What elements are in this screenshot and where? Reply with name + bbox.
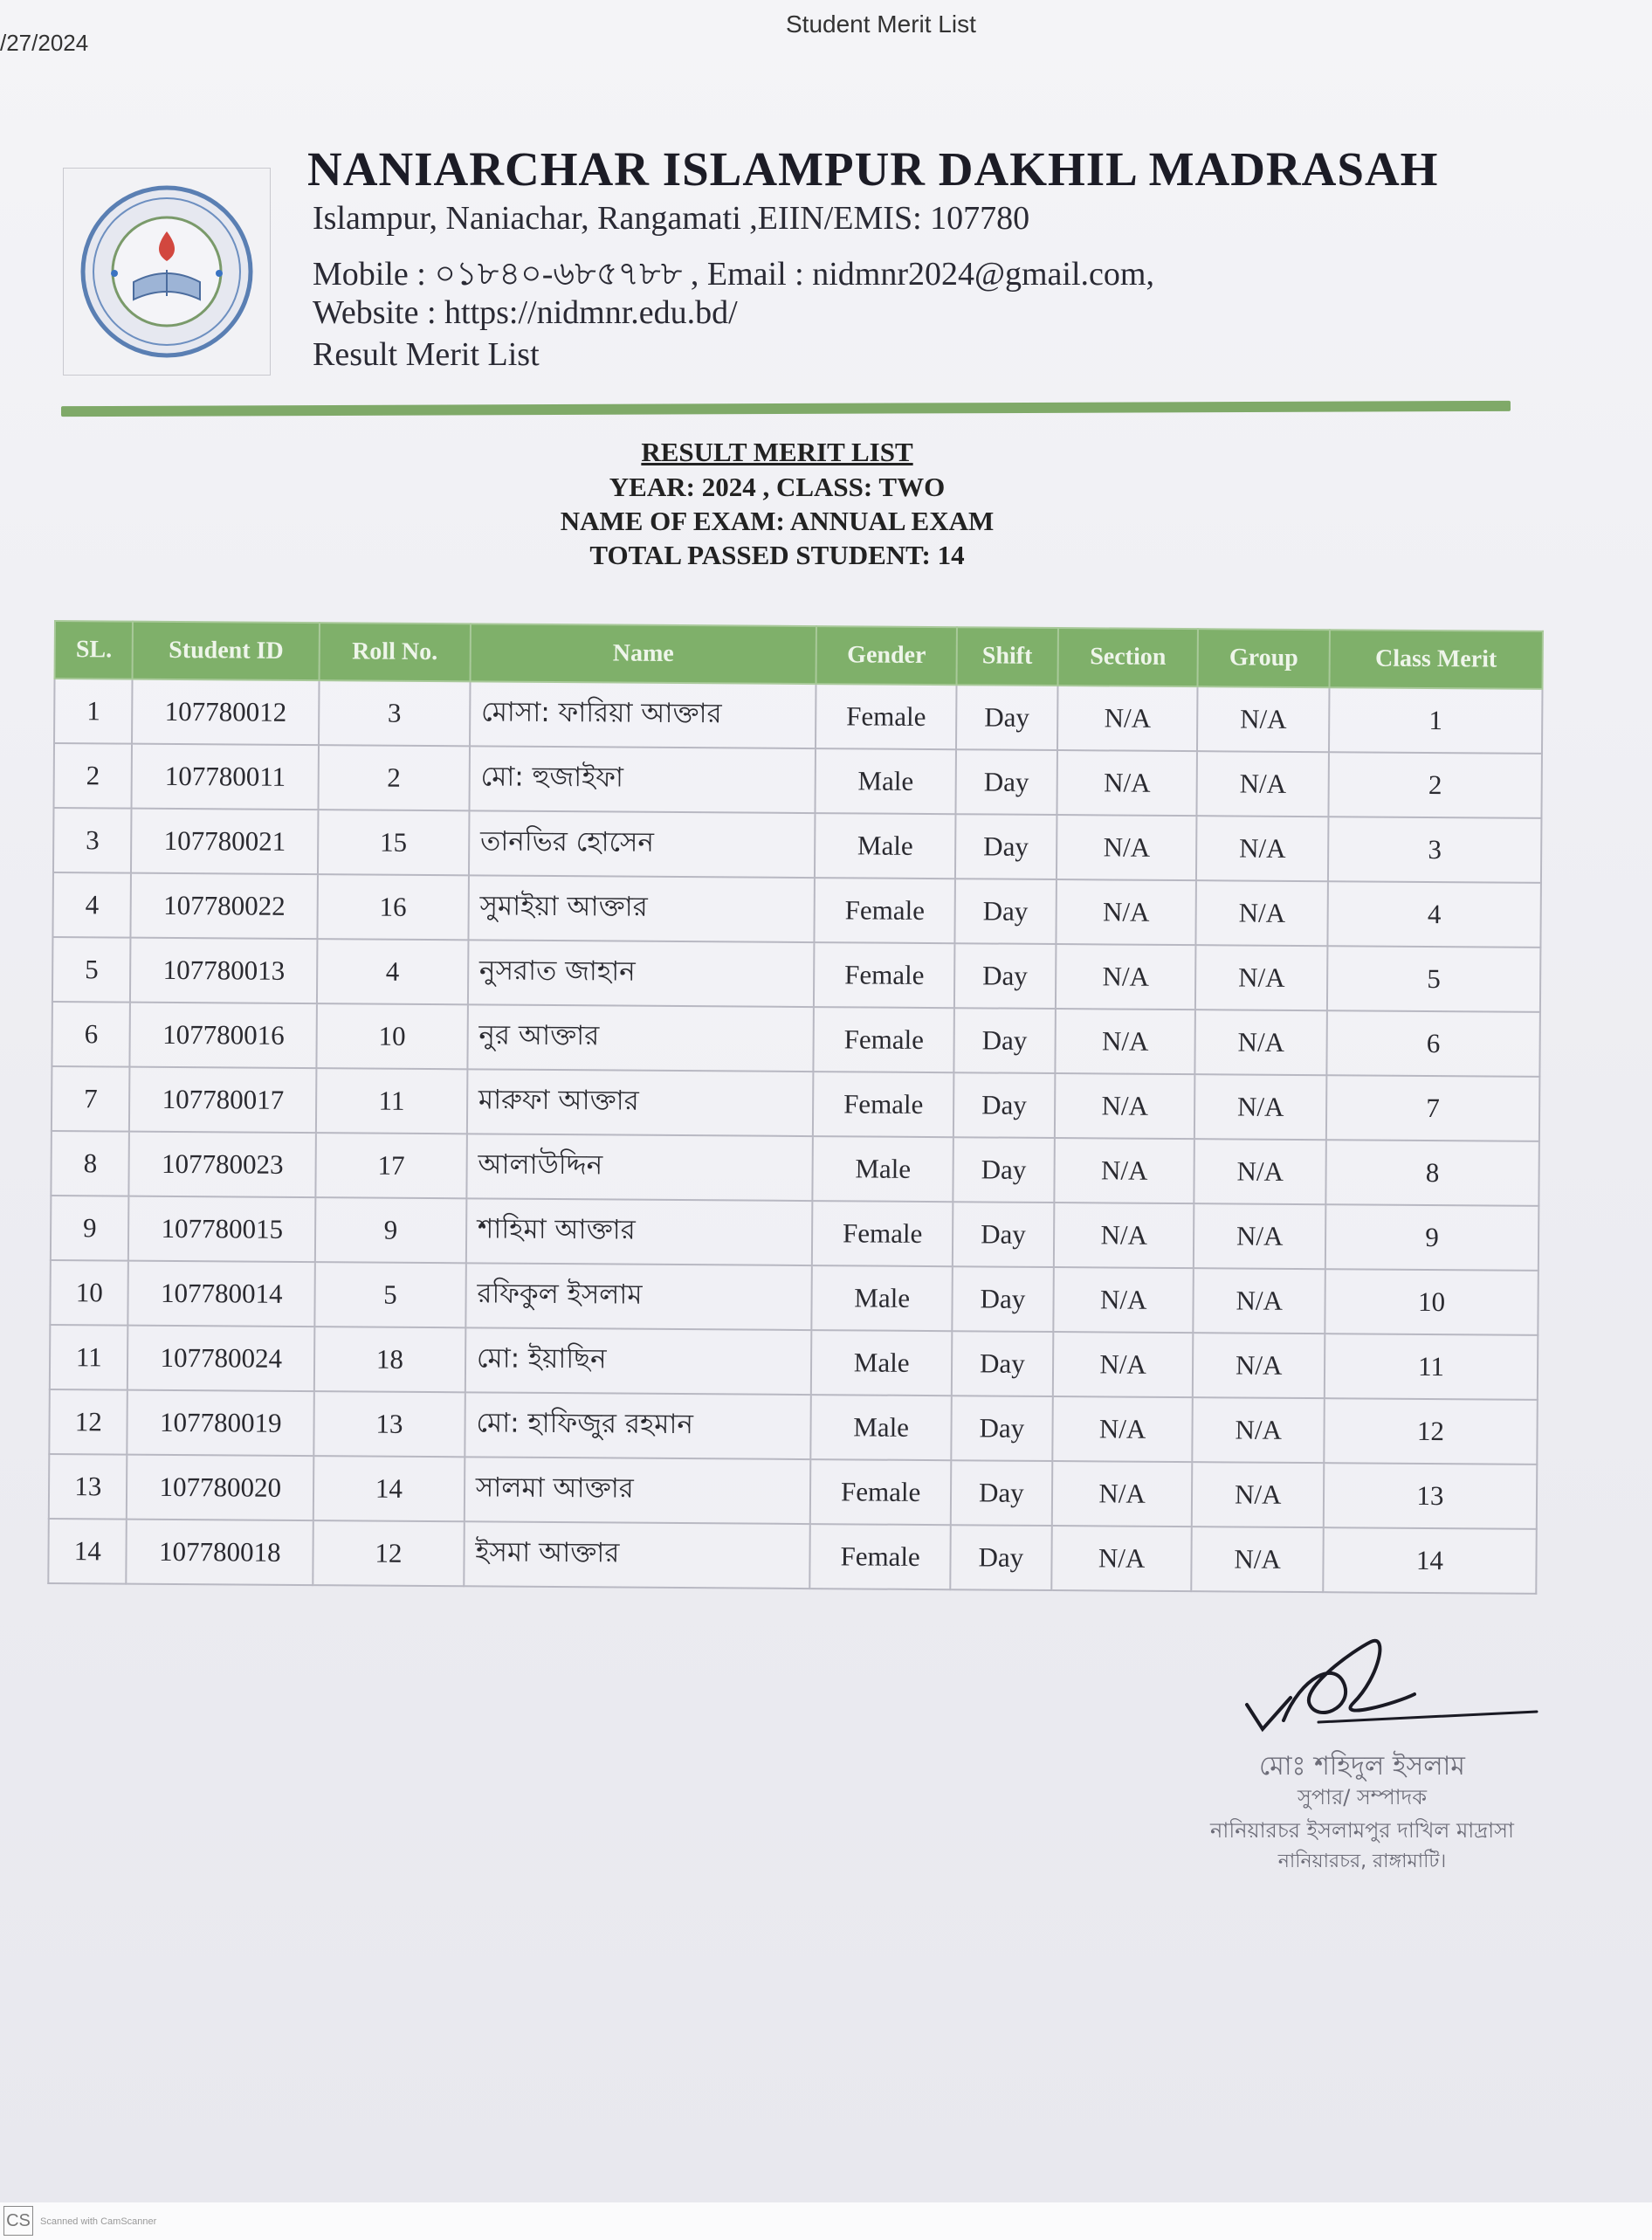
cell-student-id: 107780022	[131, 873, 318, 939]
cell-student-id: 107780019	[127, 1390, 314, 1456]
institution-name: NANIARCHAR ISLAMPUR DAKHIL MADRASAH	[307, 142, 1439, 196]
cell-class-merit: 4	[1327, 881, 1541, 948]
camscanner-text: Scanned with CamScanner	[40, 2216, 157, 2227]
cell-sl: 3	[53, 808, 132, 873]
cell-section: N/A	[1052, 1396, 1193, 1462]
table-row	[49, 1389, 1537, 1465]
cell-name: সুমাইয়া আক্তার	[468, 875, 815, 942]
table-row	[48, 1519, 1536, 1594]
cell-section: N/A	[1054, 1203, 1194, 1268]
cell-sl: 12	[49, 1389, 127, 1455]
cell-gender: Female	[814, 942, 954, 1008]
cell-shift: Day	[956, 685, 1057, 750]
report-exam-name: NAME OF EXAM: ANNUAL EXAM	[560, 506, 995, 536]
cell-class-merit: 1	[1329, 687, 1543, 754]
cell-gender: Female	[810, 1459, 951, 1525]
cell-section: N/A	[1052, 1461, 1193, 1527]
cell-gender: Male	[812, 1265, 953, 1331]
cell-shift: Day	[955, 814, 1057, 879]
scanner-footer	[0, 2202, 1652, 2240]
cell-section: N/A	[1057, 686, 1198, 751]
cell-group: N/A	[1197, 686, 1329, 752]
table-row	[51, 1131, 1538, 1206]
cell-roll: 3	[319, 680, 470, 746]
cell-student-id: 107780012	[132, 679, 319, 745]
cell-roll: 15	[318, 810, 469, 875]
report-total-passed: TOTAL PASSED STUDENT: 14	[589, 540, 965, 570]
cell-group: N/A	[1193, 1333, 1325, 1398]
cell-shift: Day	[952, 1266, 1053, 1332]
cell-student-id: 107780018	[127, 1520, 313, 1585]
cell-roll: 17	[315, 1133, 466, 1198]
cell-name: মোসা: ফারিয়া আক্তার	[470, 681, 816, 748]
cell-shift: Day	[955, 749, 1057, 815]
table-row	[52, 1002, 1539, 1077]
cell-roll: 14	[313, 1456, 465, 1521]
cell-student-id: 107780023	[129, 1132, 316, 1197]
cell-gender: Female	[816, 684, 956, 749]
cell-class-merit: 6	[1326, 1010, 1540, 1077]
cell-gender: Male	[811, 1395, 952, 1460]
cell-sl: 2	[53, 743, 132, 809]
signatory-name: মোঃ শহিদুল ইসলাম	[1259, 1751, 1465, 1782]
cell-sl: 10	[50, 1260, 128, 1326]
cell-section: N/A	[1053, 1267, 1194, 1333]
cell-group: N/A	[1196, 880, 1328, 946]
report-year-class: YEAR: 2024 , CLASS: TWO	[609, 472, 946, 502]
cell-sl: 5	[52, 937, 131, 1003]
institution-subtitle: Result Merit List	[313, 336, 540, 373]
table-row	[52, 937, 1540, 1012]
table-row	[49, 1454, 1537, 1529]
cell-gender: Female	[812, 1201, 953, 1266]
cell-shift: Day	[952, 1331, 1053, 1396]
cell-name: শাহিমা আক্তার	[466, 1198, 813, 1265]
cell-class-merit: 2	[1328, 752, 1542, 818]
cell-sl: 4	[52, 872, 131, 938]
cell-name: মারুফা আক্তার	[467, 1069, 814, 1136]
cell-roll: 4	[317, 939, 468, 1004]
cell-group: N/A	[1192, 1462, 1324, 1527]
cell-gender: Male	[811, 1330, 952, 1396]
cell-name: নুসরাত জাহান	[468, 940, 815, 1007]
cell-gender: Male	[813, 1136, 953, 1202]
cell-group: N/A	[1195, 945, 1327, 1010]
cell-sl: 7	[52, 1066, 130, 1132]
cell-shift: Day	[953, 1072, 1055, 1138]
col-header-section: Section	[1057, 628, 1198, 686]
table-row	[53, 743, 1541, 818]
table-row	[53, 808, 1541, 883]
cell-student-id: 107780014	[128, 1261, 315, 1327]
cell-class-merit: 14	[1323, 1527, 1537, 1594]
col-header-name: Name	[470, 624, 816, 684]
cell-student-id: 107780017	[129, 1067, 316, 1133]
cell-shift: Day	[950, 1525, 1051, 1590]
cell-sl: 9	[51, 1196, 129, 1261]
cell-roll: 9	[315, 1197, 466, 1263]
cell-roll: 10	[316, 1003, 467, 1069]
cell-sl: 14	[48, 1519, 127, 1584]
table-row	[52, 872, 1540, 948]
cell-shift: Day	[951, 1396, 1052, 1461]
cell-student-id: 107780024	[127, 1326, 314, 1391]
cell-gender: Female	[810, 1524, 951, 1589]
col-header-class-merit: Class Merit	[1329, 630, 1543, 689]
print-date: /27/2024	[0, 30, 89, 56]
cell-name: মো: হাফিজুর রহমান	[465, 1392, 811, 1459]
cell-group: N/A	[1195, 1010, 1327, 1075]
print-title: Student Merit List	[786, 10, 976, 38]
cell-shift: Day	[953, 1008, 1055, 1073]
cell-gender: Female	[814, 1007, 954, 1072]
signatory-designation: সুপার/ সম্পাদক	[1297, 1785, 1428, 1809]
cell-section: N/A	[1057, 815, 1197, 880]
cell-roll: 16	[317, 874, 468, 940]
cell-section: N/A	[1056, 944, 1196, 1010]
cell-class-merit: 7	[1326, 1075, 1540, 1141]
cell-group: N/A	[1194, 1139, 1326, 1204]
table-header-row	[55, 621, 1543, 689]
cell-roll: 2	[318, 745, 469, 810]
cell-gender: Male	[815, 813, 955, 879]
cell-student-id: 107780013	[130, 938, 317, 1003]
cell-gender: Female	[815, 878, 955, 943]
cell-class-merit: 10	[1325, 1269, 1538, 1335]
signatory-institution: নানিয়ারচর ইসলামপুর দাখিল মাদ্রাসা	[1210, 1818, 1514, 1843]
cell-sl: 6	[52, 1002, 130, 1067]
cell-roll: 5	[314, 1262, 465, 1327]
cell-roll: 18	[314, 1327, 465, 1392]
cell-class-merit: 11	[1325, 1334, 1538, 1400]
table-row	[54, 679, 1542, 754]
cell-student-id: 107780011	[132, 744, 319, 810]
col-header-sl: SL.	[55, 621, 134, 679]
header-divider	[61, 401, 1511, 417]
table-row	[51, 1196, 1538, 1271]
table-row	[50, 1325, 1538, 1400]
cell-sl: 13	[49, 1454, 127, 1520]
cell-group: N/A	[1197, 751, 1329, 817]
col-header-student-id: Student ID	[133, 622, 320, 680]
cell-shift: Day	[953, 1202, 1054, 1267]
cell-name: নুর আক্তার	[467, 1004, 814, 1072]
cell-roll: 12	[313, 1520, 464, 1586]
institution-website: Website : https://nidmnr.edu.bd/	[313, 294, 738, 331]
signature-mark-icon	[1240, 1624, 1554, 1747]
cell-section: N/A	[1054, 1138, 1194, 1203]
cell-student-id: 107780020	[127, 1455, 313, 1520]
cell-gender: Female	[813, 1072, 953, 1137]
cell-shift: Day	[954, 879, 1056, 944]
cell-group: N/A	[1194, 1203, 1325, 1269]
report-heading: RESULT MERIT LIST	[641, 437, 913, 467]
cell-roll: 11	[316, 1068, 467, 1134]
cell-shift: Day	[953, 1137, 1054, 1203]
cell-section: N/A	[1057, 750, 1197, 816]
cell-sl: 8	[51, 1131, 129, 1196]
col-header-group: Group	[1198, 629, 1330, 687]
cell-group: N/A	[1196, 816, 1328, 881]
cell-student-id: 107780015	[128, 1196, 315, 1262]
cell-section: N/A	[1053, 1332, 1194, 1397]
table-row	[52, 1066, 1539, 1141]
cell-name: রফিকুল ইসলাম	[465, 1263, 812, 1330]
cell-shift: Day	[951, 1460, 1052, 1526]
cell-name: আলাউদ্দিন	[466, 1134, 813, 1201]
col-header-gender: Gender	[816, 626, 957, 685]
institution-address: Islampur, Naniachar, Rangamati ,EIIN/EMIS: 107780	[313, 200, 1030, 237]
cell-group: N/A	[1193, 1397, 1325, 1463]
cell-section: N/A	[1051, 1526, 1192, 1591]
cell-sl: 11	[50, 1325, 128, 1390]
cell-section: N/A	[1055, 1009, 1195, 1074]
cell-name: ইসমা আক্তার	[464, 1521, 810, 1589]
cell-student-id: 107780021	[131, 809, 318, 874]
cell-roll: 13	[313, 1391, 465, 1457]
cell-class-merit: 12	[1324, 1398, 1538, 1465]
cell-group: N/A	[1194, 1268, 1325, 1334]
merit-table	[47, 620, 1544, 1595]
cell-name: মো: ইয়াছিন	[465, 1327, 812, 1395]
cell-class-merit: 5	[1327, 946, 1541, 1012]
cell-section: N/A	[1055, 1073, 1195, 1139]
cell-class-merit: 13	[1324, 1463, 1538, 1529]
cell-shift: Day	[954, 943, 1056, 1009]
table-row	[50, 1260, 1538, 1335]
camscanner-logo-icon: CS	[3, 2206, 33, 2236]
cell-section: N/A	[1056, 879, 1196, 945]
cell-class-merit: 9	[1325, 1204, 1539, 1271]
col-header-shift: Shift	[956, 627, 1057, 686]
cell-gender: Male	[816, 748, 956, 814]
institution-contact: Mobile : ০১৮৪০-৬৮৫৭৮৮ , Email : nidmnr2024@gmail.com,	[313, 256, 1154, 293]
cell-group: N/A	[1192, 1527, 1324, 1592]
cell-student-id: 107780016	[130, 1003, 317, 1068]
col-header-roll: Roll No.	[319, 623, 470, 681]
signatory-location: নানিয়ারচর, রাঙ্গামাটি।	[1277, 1851, 1447, 1872]
cell-class-merit: 8	[1325, 1140, 1539, 1206]
cell-class-merit: 3	[1328, 817, 1542, 883]
cell-name: মো: হুজাইফা	[469, 746, 816, 813]
cell-name: সালমা আক্তার	[465, 1457, 811, 1524]
cell-name: তানভির হোসেন	[469, 810, 816, 878]
cell-sl: 1	[54, 679, 133, 744]
madrasah-seal-logo-icon	[63, 168, 271, 376]
cell-group: N/A	[1194, 1074, 1326, 1140]
